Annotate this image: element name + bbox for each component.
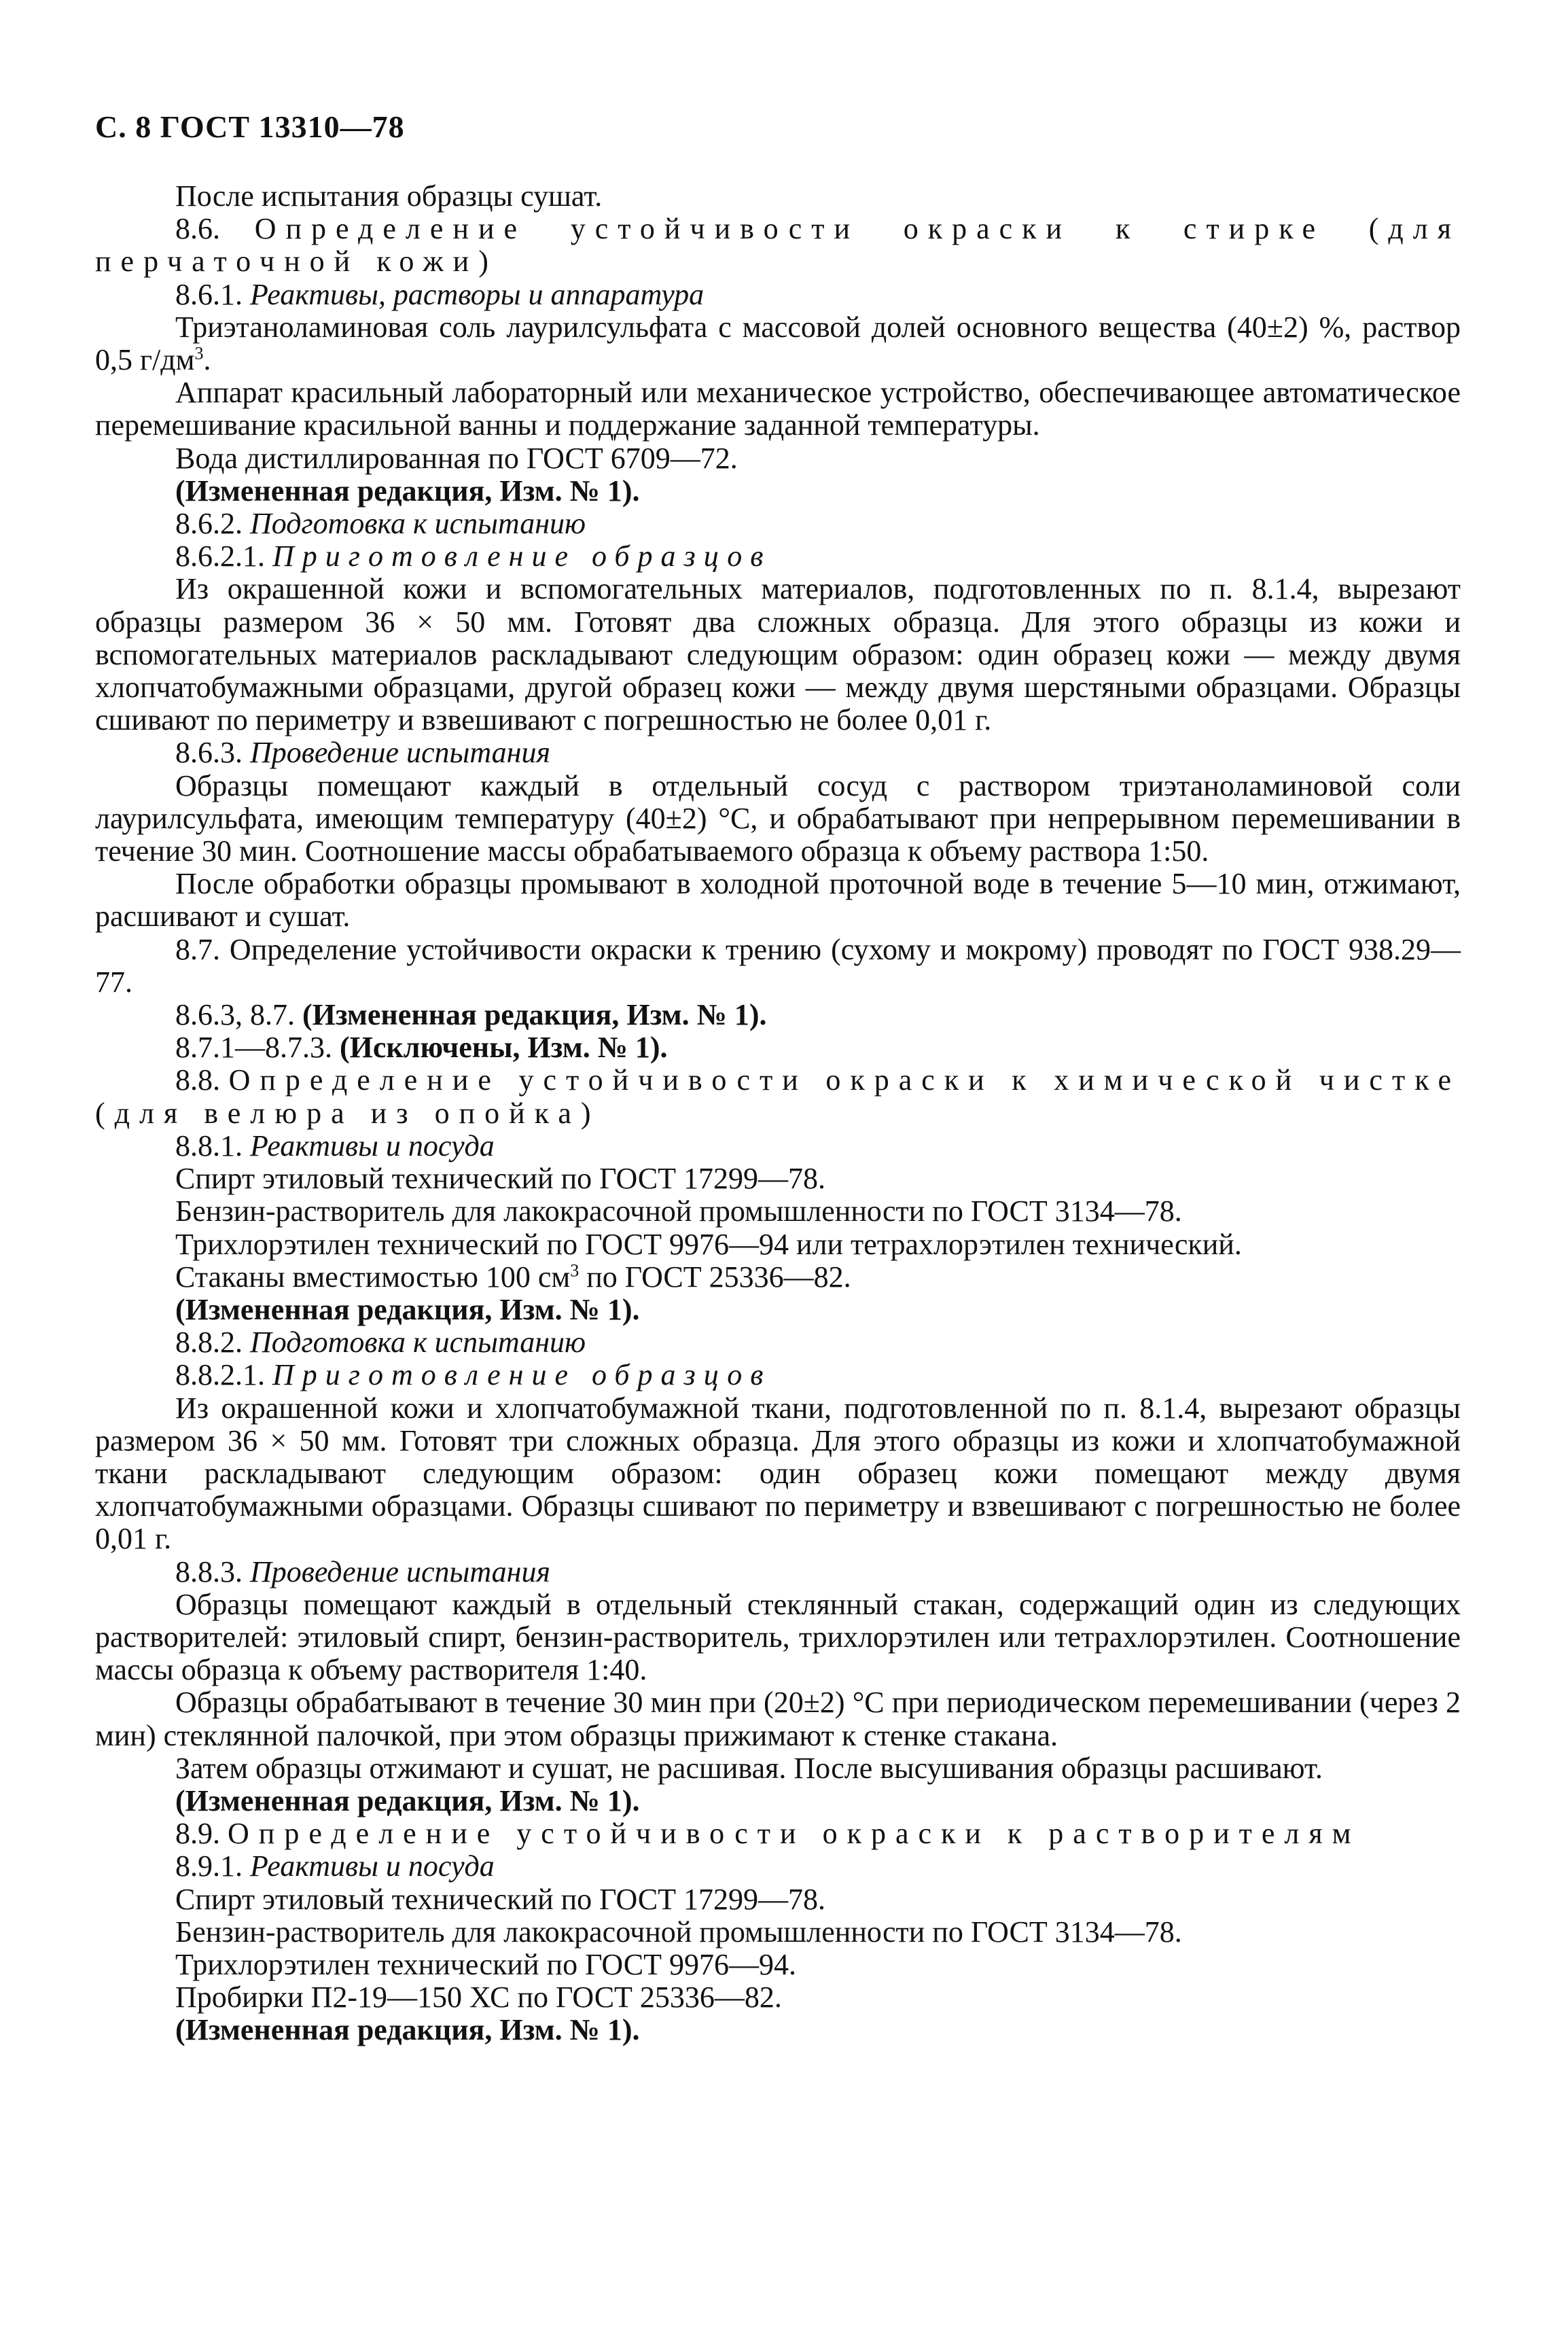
paragraph: Вода дистиллированная по ГОСТ 6709—72. — [175, 441, 738, 475]
paragraph: Аппарат красильный лабораторный или механическое устройство, обеспечивающее автоматическое перемешивание красильной ванны и поддержание заданной температуры. — [95, 376, 1461, 442]
document-body — [95, 180, 1461, 2047]
paragraph: Бензин-растворитель для лакокрасочной промышленности по ГОСТ 3134—78. — [175, 1194, 1182, 1228]
paragraph: 8.7. Определение устойчивости окраски к трению (сухому и мокрому) проводят по ГОСТ 938.29—77. — [95, 932, 1461, 999]
change-note: (Измененная редакция, Изм. № 1). — [175, 1292, 640, 1326]
paragraph: Трихлорэтилен технический по ГОСТ 9976—94 или тетрахлорэтилен технический. — [175, 1227, 1242, 1261]
section-8-8-1-heading: 8.8.1. Реактивы и посуда — [175, 1129, 495, 1162]
paragraph: Стаканы вместимостью 100 $см^3$ по ГОСТ 25336—82. — [175, 1260, 851, 1294]
change-note: 8.7.1—8.7.3. (Исключены, Изм. № 1). — [175, 1031, 668, 1065]
section-8-6-heading: 8.6. Определение устойчивости окраски к стирке (для перчаточной кожи) — [95, 212, 1461, 279]
paragraph: Затем образцы отжимают и сушат, не расшивая. После высушивания образцы расшивают. — [175, 1751, 1323, 1785]
change-note: 8.6.3, 8.7. (Измененная редакция, Изм. № 1). — [175, 998, 767, 1032]
section-8-8-2-1-heading: 8.8.2.1. Приготовление образцов — [175, 1358, 772, 1392]
change-note: (Измененная редакция, Изм. № 1). — [175, 2013, 640, 2047]
paragraph: Пробирки П2-19—150 ХС по ГОСТ 25336—82. — [175, 1980, 782, 2014]
paragraph: Спирт этиловый технический по ГОСТ 17299—78. — [175, 1882, 826, 1916]
paragraph: Образцы обрабатывают в течение 30 мин при (20±2) °С при периодическом перемешивании (через 2 мин) стеклянной палочкой, при этом образцы прижимают к стенке стакана. — [95, 1686, 1461, 1752]
paragraph: Триэтаноламиновая соль лаурилсульфата с массовой долей основного вещества (40±2) %, раствор 0,5 $г/дм^3$. — [95, 310, 1461, 377]
section-8-6-2-heading: 8.6.2. Подготовка к испытанию — [175, 507, 586, 541]
section-8-9-heading: 8.9. Определение устойчивости окраски к растворителям — [175, 1817, 1361, 1851]
section-8-6-3-heading: 8.6.3. Проведение испытания — [175, 736, 550, 770]
paragraph: После обработки образцы промывают в холодной проточной воде в течение 5—10 мин, отжимают, расшивают и сушат. — [95, 867, 1461, 934]
paragraph: Трихлорэтилен технический по ГОСТ 9976—94. — [175, 1947, 796, 1981]
section-8-6-1-heading: 8.6.1. Реактивы, растворы и аппаратура — [175, 277, 705, 311]
change-note: (Измененная редакция, Изм. № 1). — [175, 474, 640, 508]
paragraph: Бензин-растворитель для лакокрасочной промышленности по ГОСТ 3134—78. — [175, 1915, 1182, 1949]
section-8-6-2-1-heading: 8.6.2.1. Приготовление образцов — [175, 539, 772, 573]
paragraph: Из окрашенной кожи и вспомогательных материалов, подготовленных по п. 8.1.4, вырезают образцы размером 36 × 50 мм. Готовят два сложных образца. Для этого образцы из кожи и вспомогательных материалов раскладывают следующим образом: один образец кожи — между двумя хлопчатобумажными образцами, другой образец кожи — между двумя шерстяными образцами. Образцы сшивают по периметру и взвешивают с погрешностью не более 0,01 г. — [95, 572, 1461, 737]
change-note: (Измененная редакция, Изм. № 1). — [175, 1783, 640, 1817]
paragraph: Образцы помещают каждый в отдельный сосуд с раствором триэтаноламиновой соли лаурилсульфата, имеющим температуру (40±2) °С, и обрабатывают при непрерывном перемешивании в течение 30 мин. Соотношение массы обрабатываемого образца к объему раствора 1:50. — [95, 768, 1461, 868]
page-header: С. 8 ГОСТ 13310—78 — [95, 109, 405, 144]
section-8-9-1-heading: 8.9.1. Реактивы и посуда — [175, 1849, 495, 1883]
paragraph: После испытания образцы сушат. — [175, 179, 603, 213]
paragraph: Спирт этиловый технический по ГОСТ 17299—78. — [175, 1162, 826, 1196]
paragraph: Образцы помещают каждый в отдельный стеклянный стакан, содержащий один из следующих растворителей: этиловый спирт, бензин-растворитель, трихлорэтилен или тетрахлорэтилен. Соотношение массы образца к объему растворителя 1:40. — [95, 1587, 1461, 1687]
section-8-8-heading: 8.8. Определение устойчивости окраски к химической чистке (для велюра из опойка) — [95, 1063, 1461, 1130]
section-8-8-2-heading: 8.8.2. Подготовка к испытанию — [175, 1326, 586, 1360]
paragraph: Из окрашенной кожи и хлопчатобумажной ткани, подготовленной по п. 8.1.4, вырезают образцы размером 36 × 50 мм. Готовят три сложных образца. Для этого образцы из кожи и хлопчатобумажной ткани раскладывают следующим образом: один образец кожи помещают между двумя хлопчатобумажными образцами. Образцы сшивают по периметру и взвешивают с погрешностью не более 0,01 г. — [95, 1391, 1461, 1556]
section-8-8-3-heading: 8.8.3. Проведение испытания — [175, 1555, 550, 1588]
